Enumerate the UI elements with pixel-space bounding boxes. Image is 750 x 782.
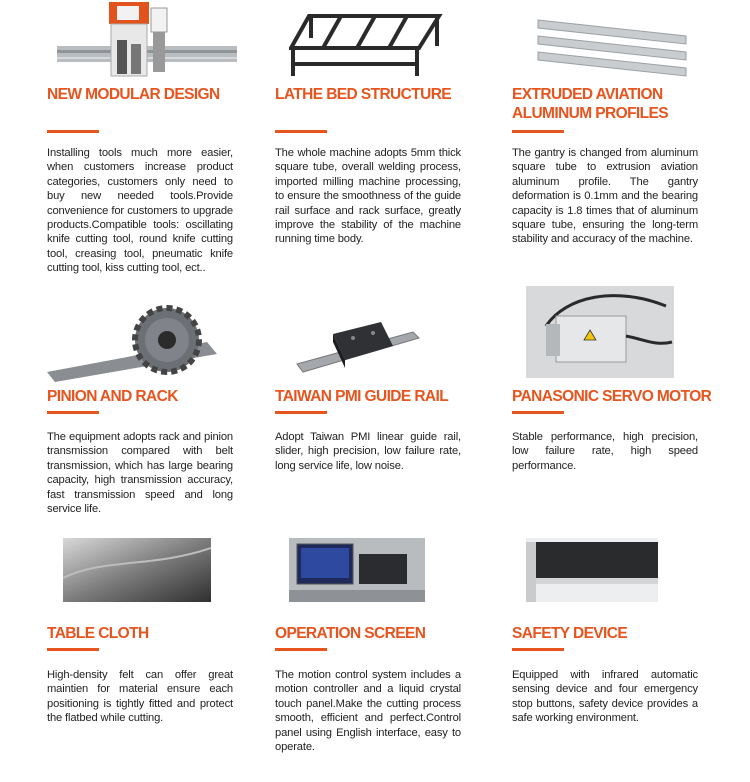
guide-rail-image — [293, 316, 423, 376]
control-panel-image — [289, 538, 425, 602]
feature-description: Adopt Taiwan PMI linear guide rail, slider, high precision, low failure rate, long service life, low noise. — [275, 431, 461, 472]
safety-device-image — [526, 538, 658, 602]
feature-title: PANASONIC SERVO MOTOR — [512, 388, 712, 405]
feature-title: SAFETY DEVICE — [512, 625, 628, 642]
feature-description: The gantry is changed from aluminum square tube to extrusion aviation aluminum profile. The gantry deformation is 0.1mm and the bearing capacity is 1.8 times that of aluminum square tube, ensuring the long-term stability and accuracy of the machine. — [512, 147, 698, 246]
feature-title: PINION AND RACK — [47, 388, 178, 405]
title-underline — [47, 648, 99, 651]
title-underline — [512, 648, 564, 651]
feature-title: TABLE CLOTH — [47, 625, 149, 642]
cutting-head-image — [57, 0, 237, 80]
feature-description: Installing tools much more easier, when customers increase product categories, customers only need to buy new needed tools.Provide convenience for customers to upgrade products.Compatible tools: oscillating knife cutting tool, round knife cutting tool, creasing tool, pneumatic knife cutting tool, kiss cutting tool, ect.. — [47, 147, 233, 275]
feature-title: OPERATION SCREEN — [275, 625, 426, 642]
pinion-rack-image — [47, 302, 232, 382]
title-underline — [275, 130, 327, 133]
feature-title: EXTRUDED AVIATION ALUMINUM PROFILES — [512, 86, 668, 122]
feature-description: The whole machine adopts 5mm thick square tube, overall welding process, imported milling machine processing, to ensure the smoothness of the guide rail surface and rack surface, greatly improve the stability of the machine running time body. — [275, 147, 461, 246]
title-underline — [512, 130, 564, 133]
feature-title: LATHE BED STRUCTURE — [275, 86, 452, 103]
feature-description: Stable performance, high precision, low failure rate, high speed performance. — [512, 431, 698, 472]
aluminum-profiles-image — [532, 14, 692, 80]
title-underline — [47, 130, 99, 133]
feature-title: TAIWAN PMI GUIDE RAIL — [275, 388, 449, 405]
feature-title: NEW MODULAR DESIGN — [47, 86, 220, 103]
title-underline — [47, 411, 99, 414]
servo-motor-image — [526, 286, 674, 378]
feature-description: High-density felt can offer great maintien for material ensure each positioning is tightly fitted and protect the flatbed while cutting. — [47, 669, 233, 725]
title-underline — [275, 648, 327, 651]
feature-description: Equipped with infrared automatic sensing device and four emergency stop buttons, safety device provides a safe working environment. — [512, 669, 698, 725]
title-underline — [275, 411, 327, 414]
feature-description: The motion control system includes a motion controller and a liquid crystal touch panel.Make the cutting process smooth, efficient and perfect.Control panel using English interface, easy to operate. — [275, 669, 461, 754]
felt-cloth-image — [63, 538, 211, 602]
title-underline — [512, 411, 564, 414]
feature-description: The equipment adopts rack and pinion transmission compared with belt transmission, which has large bearing capacity, high transmission accuracy, fast transmission speed and long service life. — [47, 431, 233, 516]
lathe-bed-frame-image — [289, 8, 449, 80]
